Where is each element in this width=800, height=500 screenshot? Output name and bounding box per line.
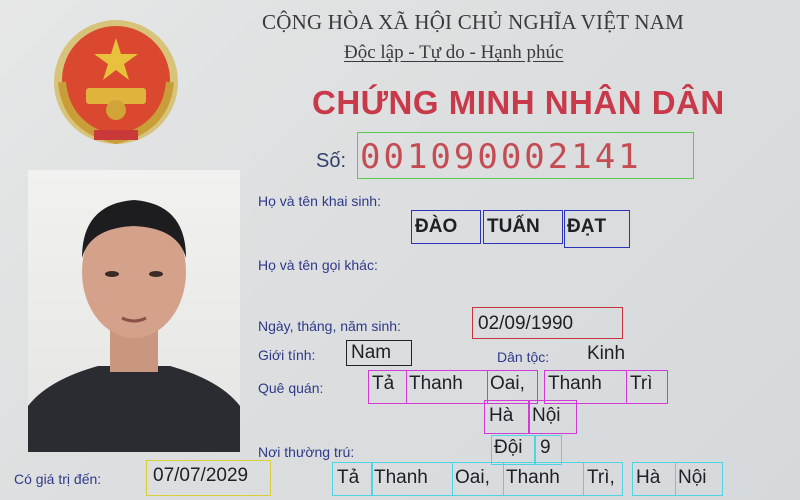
motto: Độc lập - Tự do - Hạnh phúc: [344, 42, 564, 63]
name-word-box: [564, 210, 630, 248]
hometown-word: Tả: [372, 373, 395, 394]
card-title: CHỨNG MINH NHÂN DÂN: [312, 84, 725, 121]
residence-word-box: [452, 462, 504, 496]
hometown-word-box: [368, 370, 407, 404]
residence-word-box: [332, 462, 373, 496]
residence-word: Hà: [636, 467, 661, 488]
ethnicity-label: Dân tộc:: [497, 349, 550, 365]
residence-word: Đội: [494, 437, 523, 458]
residence-word-box: [535, 435, 562, 465]
birth-name-part: ĐÀO: [415, 216, 458, 237]
gender-box: [346, 340, 412, 366]
residence-word-box: [583, 462, 623, 496]
birth-name-label: Họ và tên khai sinh:: [258, 193, 381, 209]
other-name-label: Họ và tên gọi khác:: [258, 257, 378, 273]
portrait-photo: [28, 170, 240, 452]
hometown-word: Hà: [489, 405, 514, 426]
hometown-word-box: [626, 370, 668, 404]
name-word-box: [483, 210, 563, 244]
ethnicity-value: Kinh: [587, 343, 626, 364]
hometown-word: Oai,: [490, 373, 525, 394]
residence-word: Thanh: [374, 467, 428, 488]
hometown-word: Thanh: [409, 373, 463, 394]
hometown-word-box: [487, 370, 538, 404]
residence-word-box: [491, 435, 535, 465]
id-number-box: [357, 132, 694, 179]
dob-label: Ngày, tháng, năm sinh:: [258, 318, 401, 334]
name-word-box: [411, 210, 481, 244]
hometown-word-box: [528, 400, 577, 434]
expiry-label: Có giá trị đến:: [14, 471, 102, 487]
residence-word: 9: [540, 437, 551, 458]
residence-word-box: [632, 462, 676, 496]
birth-name-part: ĐẠT: [567, 216, 607, 237]
hometown-word-box: [544, 370, 627, 404]
residence-word: Thanh: [506, 467, 560, 488]
birth-name-part: TUẤN: [487, 216, 540, 237]
residence-word: Nội: [678, 467, 707, 488]
dob-box: [472, 307, 623, 339]
hometown-word-box: [406, 370, 488, 404]
residence-word: Oai,: [455, 467, 490, 488]
residence-word: Trì,: [587, 467, 615, 488]
hometown-word: Thanh: [548, 373, 602, 394]
country-header: CỘNG HÒA XÃ HỘI CHỦ NGHĨA VIỆT NAM: [262, 10, 684, 34]
dob-value: 02/09/1990: [478, 313, 574, 334]
residence-label: Nơi thường trú:: [258, 444, 355, 460]
id-number-label: Số:: [316, 150, 347, 172]
gender-value: Nam: [351, 342, 392, 363]
national-emblem-icon: [52, 18, 180, 146]
residence-word-box: [371, 462, 453, 496]
expiry-value: 07/07/2029: [153, 465, 249, 486]
hometown-word: Trì: [630, 373, 653, 394]
residence-word: Tả: [337, 467, 360, 488]
id-number: 001090002141: [360, 137, 642, 177]
gender-label: Giới tính:: [258, 347, 316, 363]
hometown-label: Quê quán:: [258, 380, 324, 396]
expiry-box: [146, 460, 271, 496]
residence-word-box: [675, 462, 723, 496]
hometown-word-box: [484, 400, 530, 434]
residence-word-box: [503, 462, 584, 496]
hometown-word: Nội: [532, 405, 561, 426]
